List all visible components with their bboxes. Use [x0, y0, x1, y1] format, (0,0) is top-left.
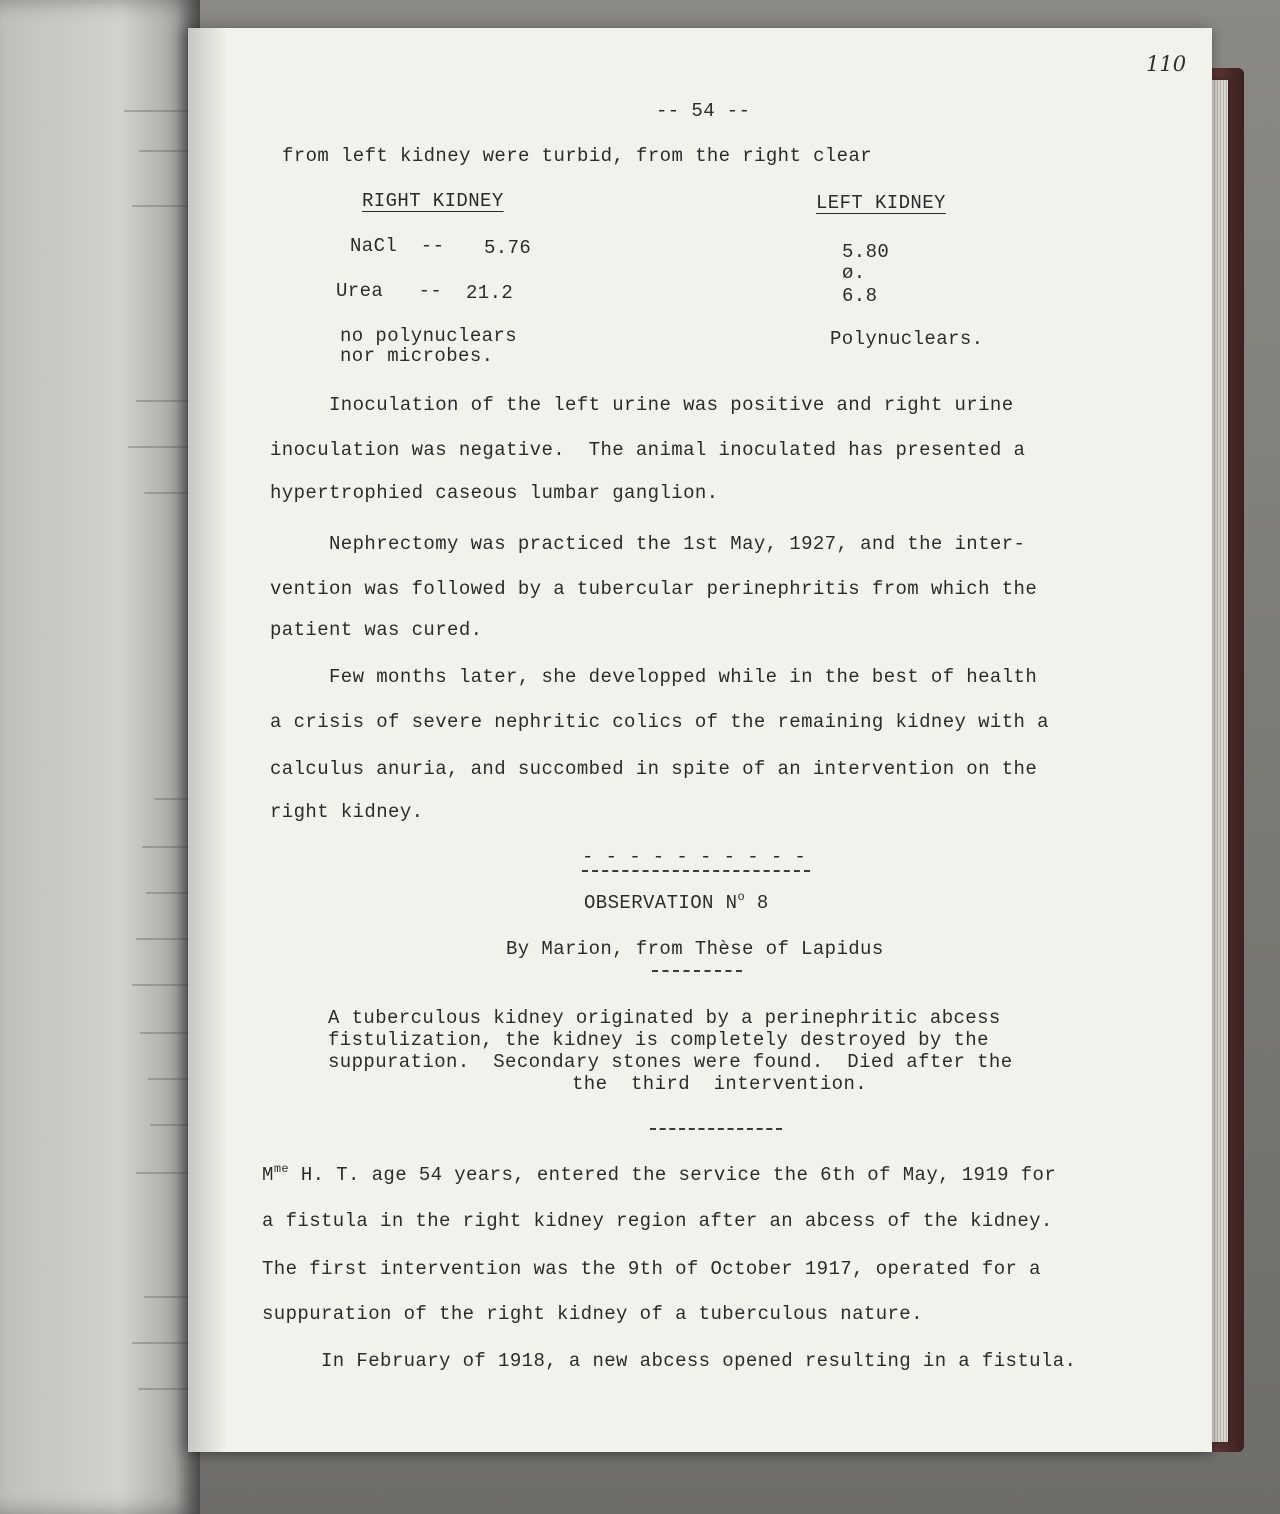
bleed-through-mark	[139, 150, 194, 152]
dash-separator: - - - - - - - - - -	[582, 846, 807, 868]
bleed-through-mark	[138, 1388, 194, 1390]
separator-rule	[582, 870, 810, 872]
bleed-through-mark	[136, 938, 194, 940]
intro-line: from left kidney were turbid, from the right clear	[282, 145, 873, 167]
paragraph-line: a crisis of severe nephritic colics of the remaining kidney with a	[270, 711, 1049, 733]
urea-left-value: 6.8	[842, 285, 878, 307]
case-title-sup: me	[273, 1162, 290, 1176]
bleed-through-mark	[144, 492, 194, 494]
folio-number: 110	[1146, 52, 1187, 76]
observation-byline: By Marion, from Thèse of Lapidus	[506, 938, 884, 960]
bleed-through-mark	[132, 205, 194, 207]
observation-title	[584, 890, 769, 914]
bleed-through-mark	[144, 1296, 194, 1298]
right-note-line-2: nor microbes.	[340, 345, 494, 367]
paragraph-line: Inoculation of the left urine was positive and right urine	[270, 394, 1014, 416]
nacl-label: NaCl --	[350, 235, 445, 257]
nacl-right-value: 5.76	[484, 237, 532, 259]
case-line: In February of 1918, a new abcess opened resulting in a fistula.	[262, 1350, 1077, 1372]
right-kidney-header: RIGHT KIDNEY	[362, 190, 504, 212]
urea-label: Urea --	[336, 280, 443, 302]
case-first-line-text: H. T. age 54 years, entered the service the 6th of May, 1919 for	[289, 1164, 1057, 1186]
paragraph-line: vention was followed by a tubercular perinephritis from which the	[270, 578, 1038, 600]
observation-title-number: 8	[745, 892, 769, 914]
urea-right-value: 21.2	[466, 282, 514, 304]
right-note-line-1: no polynuclears	[340, 325, 518, 347]
bleed-through-mark	[124, 110, 194, 112]
summary-rule	[650, 1128, 782, 1130]
byline-rule	[652, 970, 742, 972]
bleed-through-mark	[140, 1032, 194, 1034]
right-page	[188, 28, 1212, 1452]
summary-line: the third intervention.	[572, 1073, 868, 1095]
bleed-through-mark	[128, 446, 194, 448]
paragraph-line: hypertrophied caseous lumbar ganglion.	[270, 482, 719, 504]
left-note: Polynuclears.	[830, 328, 984, 350]
phi-mark: ø.	[842, 262, 866, 284]
paragraph-line: patient was cured.	[270, 619, 483, 641]
bleed-through-mark	[142, 846, 194, 848]
page-number: -- 54 --	[656, 100, 751, 122]
case-line: suppuration of the right kidney of a tuberculous nature.	[262, 1303, 923, 1325]
summary-line: fistulization, the kidney is completely destroyed by the	[328, 1029, 989, 1051]
summary-line: suppuration. Secondary stones were found. Died after the	[328, 1051, 1013, 1073]
case-line: The first intervention was the 9th of October 1917, operated for a	[262, 1258, 1041, 1280]
bleed-through-mark	[136, 1172, 194, 1174]
case-title-m: M	[262, 1164, 274, 1186]
paragraph-line: Few months later, she developped while in the best of health	[270, 666, 1038, 688]
paragraph-line: calculus anuria, and succombed in spite of an intervention on the	[270, 758, 1038, 780]
bleed-through-mark	[136, 400, 194, 402]
paragraph-line: right kidney.	[270, 801, 424, 823]
bleed-through-mark	[146, 892, 194, 894]
bleed-through-mark	[132, 984, 194, 986]
paragraph-line: Nephrectomy was practiced the 1st May, 1927, and the inter-	[270, 533, 1026, 555]
left-kidney-header: LEFT KIDNEY	[816, 192, 946, 214]
paragraph-line: inoculation was negative. The animal inoculated has presented a	[270, 439, 1026, 461]
nacl-left-value: 5.80	[842, 241, 890, 263]
bleed-through-mark	[132, 1342, 194, 1344]
case-line: a fistula in the right kidney region after an abcess of the kidney.	[262, 1210, 1053, 1232]
observation-title-sup: o	[737, 890, 746, 904]
summary-line: A tuberculous kidney originated by a perinephritic abcess	[328, 1007, 1001, 1029]
left-page	[0, 0, 200, 1514]
observation-title-prefix: OBSERVATION N	[584, 892, 738, 914]
case-first-line	[262, 1162, 1057, 1186]
